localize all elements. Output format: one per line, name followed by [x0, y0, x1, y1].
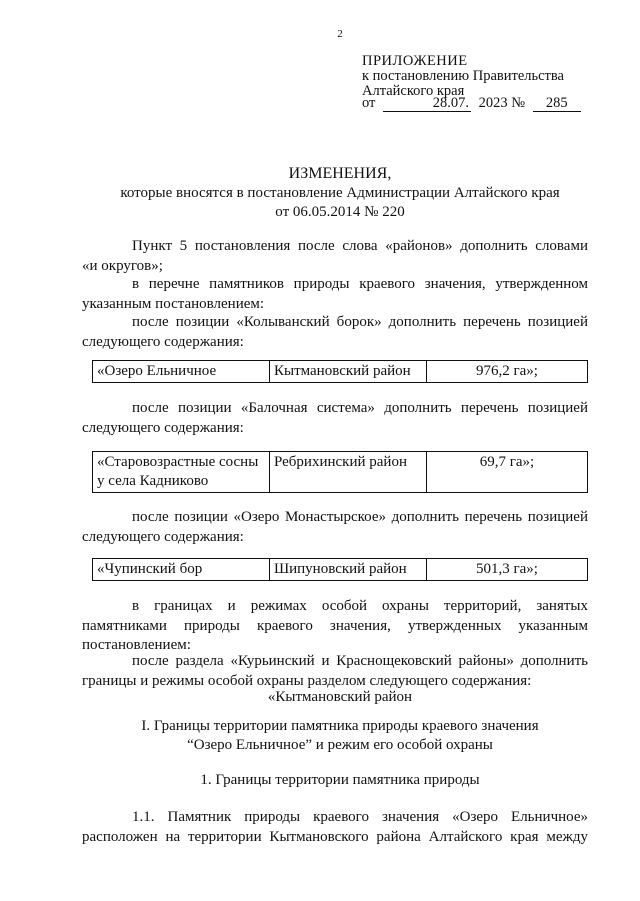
appendix-line-1: к постановлению Правительства	[362, 68, 564, 84]
paragraph-5	[82, 508, 588, 547]
section-heading-line-2: “Озеро Ельничное” и режим его особой охраны	[187, 737, 493, 753]
appendix-year: 2023	[478, 95, 508, 111]
table-row	[93, 452, 588, 493]
paragraph-6-line-2: памятниками природы краевого значения, утвержденных указанным	[82, 617, 588, 634]
paragraph-4-line-2: следующего содержания:	[82, 419, 244, 436]
table-cell-district: Шипуновский район	[270, 559, 427, 581]
paragraph-8	[82, 808, 588, 847]
page-number: 2	[337, 28, 343, 40]
paragraph-7-line-1: после раздела «Курьинский и Краснощековский районы» дополнить	[132, 653, 588, 669]
paragraph-4-line-1: после позиции «Балочная система» дополнить перечень позицией	[132, 400, 588, 416]
paragraph-7-line-2: границы и режимы особой охраны разделом следующего содержания:	[82, 672, 532, 689]
paragraph-6	[82, 597, 588, 656]
paragraph-4	[82, 399, 588, 438]
table-cell-district: Ребрихинский район	[270, 452, 427, 493]
table-cell-name-line-2: у села Кадниково	[97, 473, 209, 489]
paragraph-2	[82, 275, 588, 314]
paragraph-6-line-3: постановлением:	[82, 637, 191, 653]
document-title: ИЗМЕНЕНИЯ,	[288, 165, 392, 182]
paragraph-5-line-2: следующего содержания:	[82, 528, 244, 545]
table-position-2	[92, 451, 588, 493]
table-cell-name-line-1: «Старовозрастные сосны	[97, 454, 259, 470]
section-heading-line-1: I. Границы территории памятника природы краевого значения	[141, 718, 539, 734]
paragraph-6-line-1: в границах и режимах особой охраны территорий, занятых	[132, 598, 588, 614]
appendix-date-line	[362, 95, 581, 112]
appendix-line-2: Алтайского края	[362, 83, 465, 99]
document-subtitle: которые вносятся в постановление Администрации Алтайского края	[120, 185, 560, 201]
table-cell-area: 501,3 га»;	[427, 559, 588, 581]
paragraph-3	[82, 313, 588, 352]
table-cell-area: 976,2 га»;	[427, 361, 588, 383]
paragraph-2-line-1: в перечне памятников природы краевого значения, утвержденном	[132, 276, 588, 292]
district-heading: «Кытмановский район	[267, 689, 413, 705]
appendix-date: 28.07.	[383, 96, 471, 112]
appendix-number: 285	[533, 96, 581, 112]
paragraph-1-line-1: Пункт 5 постановления после слова «районов» дополнить словами	[132, 238, 588, 254]
appendix-title: ПРИЛОЖЕНИЕ	[362, 53, 468, 69]
subsection-heading: 1. Границы территории памятника природы	[200, 772, 480, 788]
appendix-block	[362, 54, 564, 99]
table-cell-district: Кытмановский район	[270, 361, 427, 383]
table-cell-name: «Озеро Ельничное	[93, 361, 270, 383]
paragraph-2-line-2: указанным постановлением:	[82, 295, 265, 312]
table-row	[93, 361, 588, 383]
paragraph-7	[82, 652, 588, 691]
from-label: от	[362, 95, 376, 111]
document-reference: от 06.05.2014 № 220	[275, 204, 405, 220]
paragraph-3-line-1: после позиции «Колыванский борок» дополнить перечень позицией	[132, 314, 588, 330]
table-cell-area: 69,7 га»;	[427, 452, 588, 493]
table-cell-name	[93, 452, 270, 493]
table-position-3	[92, 558, 588, 581]
table-cell-name: «Чупинский бор	[93, 559, 270, 581]
paragraph-8-line-2: расположен на территории Кытмановского района Алтайского края между	[82, 828, 588, 845]
number-label: №	[511, 95, 526, 111]
paragraph-1	[82, 237, 588, 276]
paragraph-5-line-1: после позиции «Озеро Монастырское» дополнить перечень позицией	[132, 509, 588, 525]
table-position-1	[92, 360, 588, 383]
paragraph-8-line-1: 1.1. Памятник природы краевого значения «Озеро Ельничное»	[132, 809, 588, 825]
table-row	[93, 559, 588, 581]
paragraph-3-line-2: следующего содержания:	[82, 333, 244, 350]
paragraph-1-line-2: «и округов»;	[82, 257, 163, 274]
